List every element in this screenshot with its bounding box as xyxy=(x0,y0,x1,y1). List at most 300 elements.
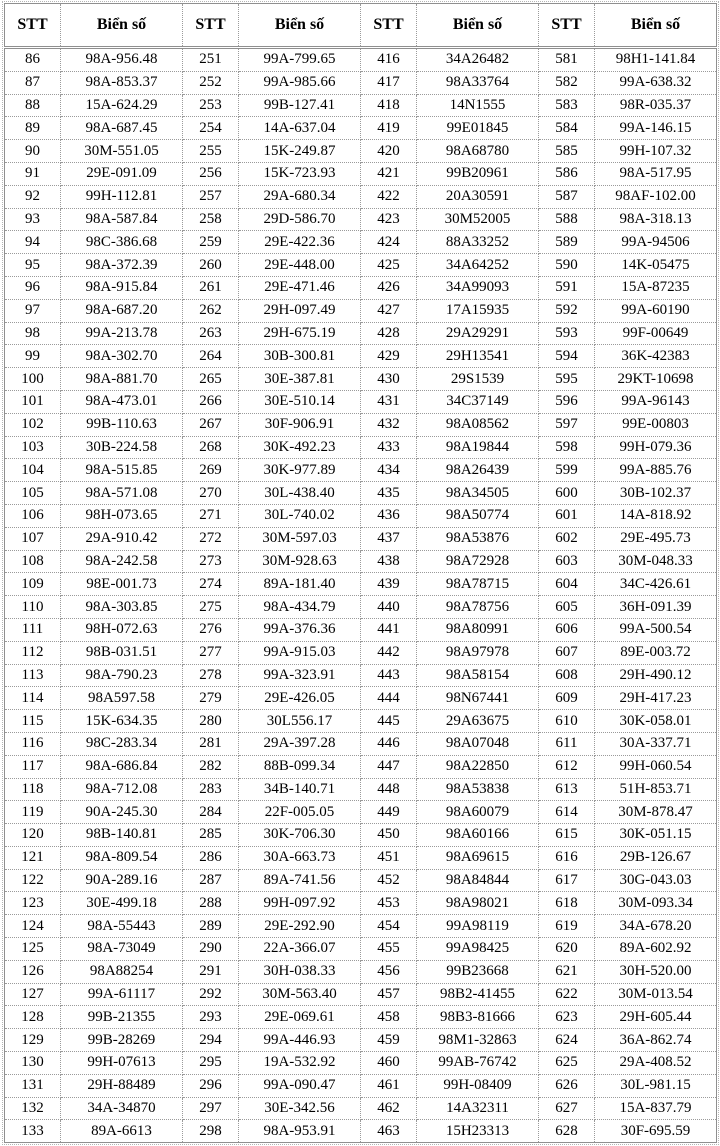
plate-cell: 89A-6613 xyxy=(61,1120,183,1143)
stt-cell: 103 xyxy=(5,436,61,459)
stt-cell: 93 xyxy=(5,208,61,231)
plate-cell: 29H-605.44 xyxy=(595,1006,717,1029)
stt-cell: 267 xyxy=(183,413,239,436)
stt-cell: 615 xyxy=(539,824,595,847)
stt-cell: 295 xyxy=(183,1052,239,1075)
stt-cell: 431 xyxy=(361,390,417,413)
plate-cell: 89A-741.56 xyxy=(239,869,361,892)
stt-cell: 264 xyxy=(183,345,239,368)
stt-cell: 595 xyxy=(539,368,595,391)
plate-cell: 99E01845 xyxy=(417,117,539,140)
plate-cell: 99A-61117 xyxy=(61,983,183,1006)
table-row xyxy=(5,527,717,550)
table-row xyxy=(5,641,717,664)
plate-cell: 98H-072.63 xyxy=(61,618,183,641)
stt-cell: 625 xyxy=(539,1052,595,1075)
stt-cell: 419 xyxy=(361,117,417,140)
plate-cell: 98A-302.70 xyxy=(61,345,183,368)
table-row xyxy=(5,322,717,345)
stt-cell: 420 xyxy=(361,140,417,163)
plate-cell: 99A-915.03 xyxy=(239,641,361,664)
table-row xyxy=(5,710,717,733)
plate-cell: 99A-94506 xyxy=(595,231,717,254)
stt-cell: 286 xyxy=(183,846,239,869)
plate-cell: 89A-181.40 xyxy=(239,573,361,596)
table-row xyxy=(5,824,717,847)
plate-cell: 98A-953.91 xyxy=(239,1120,361,1143)
plate-cell: 99A-638.32 xyxy=(595,71,717,94)
header-stt-1: STT xyxy=(5,4,61,48)
plate-cell: 29E-426.05 xyxy=(239,687,361,710)
plate-cell: 99H-08409 xyxy=(417,1074,539,1097)
stt-cell: 444 xyxy=(361,687,417,710)
plate-cell: 34A-34870 xyxy=(61,1097,183,1120)
header-plate-3: Biển số xyxy=(417,4,539,48)
plate-cell: 99H-097.92 xyxy=(239,892,361,915)
plate-cell: 99H-060.54 xyxy=(595,755,717,778)
stt-cell: 452 xyxy=(361,869,417,892)
stt-cell: 278 xyxy=(183,664,239,687)
plate-cell: 98A26439 xyxy=(417,459,539,482)
header-stt-2: STT xyxy=(183,4,239,48)
table-row xyxy=(5,846,717,869)
stt-cell: 582 xyxy=(539,71,595,94)
plate-cell: 36K-42383 xyxy=(595,345,717,368)
plate-cell: 99E-00803 xyxy=(595,413,717,436)
stt-cell: 587 xyxy=(539,185,595,208)
table-row xyxy=(5,390,717,413)
table-row xyxy=(5,1052,717,1075)
plate-cell: 30M-013.54 xyxy=(595,983,717,1006)
plate-cell: 98A98021 xyxy=(417,892,539,915)
stt-cell: 262 xyxy=(183,299,239,322)
plate-cell: 29E-292.90 xyxy=(239,915,361,938)
stt-cell: 268 xyxy=(183,436,239,459)
stt-cell: 274 xyxy=(183,573,239,596)
plate-cell: 17A15935 xyxy=(417,299,539,322)
plate-cell: 36H-091.39 xyxy=(595,596,717,619)
plate-cell: 36A-862.74 xyxy=(595,1029,717,1052)
stt-cell: 91 xyxy=(5,162,61,185)
plate-cell: 99AB-76742 xyxy=(417,1052,539,1075)
stt-cell: 260 xyxy=(183,254,239,277)
plate-cell: 98A53876 xyxy=(417,527,539,550)
header-row xyxy=(5,4,717,48)
plate-cell: 30B-300.81 xyxy=(239,345,361,368)
plate-cell: 98A88254 xyxy=(61,960,183,983)
plate-cell: 30B-102.37 xyxy=(595,482,717,505)
plate-cell: 98A-303.85 xyxy=(61,596,183,619)
stt-cell: 592 xyxy=(539,299,595,322)
header-stt-3: STT xyxy=(361,4,417,48)
plate-cell: 29D-586.70 xyxy=(239,208,361,231)
stt-cell: 454 xyxy=(361,915,417,938)
stt-cell: 285 xyxy=(183,824,239,847)
plate-cell: 30M-048.33 xyxy=(595,550,717,573)
plate-cell: 99B-28269 xyxy=(61,1029,183,1052)
stt-cell: 433 xyxy=(361,436,417,459)
stt-cell: 292 xyxy=(183,983,239,1006)
stt-cell: 463 xyxy=(361,1120,417,1143)
table-row xyxy=(5,938,717,961)
stt-cell: 92 xyxy=(5,185,61,208)
plate-cell: 98M1-32863 xyxy=(417,1029,539,1052)
stt-cell: 287 xyxy=(183,869,239,892)
plate-cell: 90A-245.30 xyxy=(61,801,183,824)
stt-cell: 603 xyxy=(539,550,595,573)
stt-cell: 445 xyxy=(361,710,417,733)
stt-cell: 101 xyxy=(5,390,61,413)
plate-cell: 98A08562 xyxy=(417,413,539,436)
plate-cell: 98C-386.68 xyxy=(61,231,183,254)
plate-cell: 30K-492.23 xyxy=(239,436,361,459)
plate-cell: 98A84844 xyxy=(417,869,539,892)
stt-cell: 294 xyxy=(183,1029,239,1052)
plate-cell: 99A-60190 xyxy=(595,299,717,322)
stt-cell: 86 xyxy=(5,48,61,72)
table-row xyxy=(5,573,717,596)
stt-cell: 112 xyxy=(5,641,61,664)
table-row xyxy=(5,869,717,892)
table-row xyxy=(5,208,717,231)
plate-cell: 98A97978 xyxy=(417,641,539,664)
stt-cell: 265 xyxy=(183,368,239,391)
plate-cell: 30M-928.63 xyxy=(239,550,361,573)
plate-cell: 29B-126.67 xyxy=(595,846,717,869)
stt-cell: 427 xyxy=(361,299,417,322)
table-row xyxy=(5,983,717,1006)
plate-cell: 98A-587.84 xyxy=(61,208,183,231)
table-row xyxy=(5,1029,717,1052)
stt-cell: 598 xyxy=(539,436,595,459)
stt-cell: 605 xyxy=(539,596,595,619)
plate-cell: 15A-837.79 xyxy=(595,1097,717,1120)
stt-cell: 596 xyxy=(539,390,595,413)
stt-cell: 458 xyxy=(361,1006,417,1029)
plate-cell: 98A-790.23 xyxy=(61,664,183,687)
stt-cell: 254 xyxy=(183,117,239,140)
plate-cell: 88B-099.34 xyxy=(239,755,361,778)
stt-cell: 279 xyxy=(183,687,239,710)
plate-cell: 99B-127.41 xyxy=(239,94,361,117)
stt-cell: 290 xyxy=(183,938,239,961)
plate-cell: 98A-318.13 xyxy=(595,208,717,231)
plate-cell: 99A-799.65 xyxy=(239,48,361,72)
plate-cell: 15K-249.87 xyxy=(239,140,361,163)
plate-cell: 98A60079 xyxy=(417,801,539,824)
plate-cell: 90A-289.16 xyxy=(61,869,183,892)
stt-cell: 97 xyxy=(5,299,61,322)
stt-cell: 129 xyxy=(5,1029,61,1052)
plate-cell: 99A-885.76 xyxy=(595,459,717,482)
stt-cell: 437 xyxy=(361,527,417,550)
stt-cell: 255 xyxy=(183,140,239,163)
plate-cell: 29H13541 xyxy=(417,345,539,368)
stt-cell: 626 xyxy=(539,1074,595,1097)
stt-cell: 283 xyxy=(183,778,239,801)
stt-cell: 293 xyxy=(183,1006,239,1029)
plate-cell: 14N1555 xyxy=(417,94,539,117)
stt-cell: 266 xyxy=(183,390,239,413)
plate-cell: 98A-73049 xyxy=(61,938,183,961)
stt-cell: 616 xyxy=(539,846,595,869)
plate-cell: 98A597.58 xyxy=(61,687,183,710)
stt-cell: 624 xyxy=(539,1029,595,1052)
stt-cell: 127 xyxy=(5,983,61,1006)
stt-cell: 257 xyxy=(183,185,239,208)
table-row xyxy=(5,117,717,140)
plate-cell: 98A-571.08 xyxy=(61,482,183,505)
stt-cell: 284 xyxy=(183,801,239,824)
plate-cell: 98A-434.79 xyxy=(239,596,361,619)
table-row xyxy=(5,892,717,915)
table-row xyxy=(5,345,717,368)
plate-cell: 29E-069.61 xyxy=(239,1006,361,1029)
stt-cell: 597 xyxy=(539,413,595,436)
plate-cell: 98B-140.81 xyxy=(61,824,183,847)
stt-cell: 269 xyxy=(183,459,239,482)
stt-cell: 608 xyxy=(539,664,595,687)
plate-cell: 30M-551.05 xyxy=(61,140,183,163)
plate-cell: 30A-663.73 xyxy=(239,846,361,869)
stt-cell: 253 xyxy=(183,94,239,117)
stt-cell: 589 xyxy=(539,231,595,254)
stt-cell: 251 xyxy=(183,48,239,72)
table-row xyxy=(5,436,717,459)
plate-cell: 30H-520.00 xyxy=(595,960,717,983)
stt-cell: 132 xyxy=(5,1097,61,1120)
plate-cell: 99B-21355 xyxy=(61,1006,183,1029)
stt-cell: 90 xyxy=(5,140,61,163)
plate-cell: 22A-366.07 xyxy=(239,938,361,961)
stt-cell: 440 xyxy=(361,596,417,619)
stt-cell: 604 xyxy=(539,573,595,596)
stt-cell: 296 xyxy=(183,1074,239,1097)
stt-cell: 601 xyxy=(539,504,595,527)
plate-cell: 98A-686.84 xyxy=(61,755,183,778)
stt-cell: 614 xyxy=(539,801,595,824)
plate-cell: 99A-446.93 xyxy=(239,1029,361,1052)
plate-cell: 30E-342.56 xyxy=(239,1097,361,1120)
plate-cell: 14A32311 xyxy=(417,1097,539,1120)
plate-cell: 98A68780 xyxy=(417,140,539,163)
stt-cell: 126 xyxy=(5,960,61,983)
plate-cell: 29A29291 xyxy=(417,322,539,345)
stt-cell: 619 xyxy=(539,915,595,938)
stt-cell: 628 xyxy=(539,1120,595,1143)
stt-cell: 106 xyxy=(5,504,61,527)
stt-cell: 115 xyxy=(5,710,61,733)
plate-cell: 15A-624.29 xyxy=(61,94,183,117)
stt-cell: 421 xyxy=(361,162,417,185)
plate-cell: 30F-906.91 xyxy=(239,413,361,436)
plate-cell: 29E-495.73 xyxy=(595,527,717,550)
table-row xyxy=(5,299,717,322)
plate-cell: 14K-05475 xyxy=(595,254,717,277)
stt-cell: 432 xyxy=(361,413,417,436)
stt-cell: 425 xyxy=(361,254,417,277)
stt-cell: 585 xyxy=(539,140,595,163)
table-row xyxy=(5,231,717,254)
stt-cell: 607 xyxy=(539,641,595,664)
plate-cell: 98A50774 xyxy=(417,504,539,527)
stt-cell: 618 xyxy=(539,892,595,915)
plate-cell: 34C37149 xyxy=(417,390,539,413)
stt-cell: 434 xyxy=(361,459,417,482)
plate-cell: 29E-091.09 xyxy=(61,162,183,185)
stt-cell: 600 xyxy=(539,482,595,505)
stt-cell: 428 xyxy=(361,322,417,345)
stt-cell: 450 xyxy=(361,824,417,847)
table-row xyxy=(5,755,717,778)
stt-cell: 417 xyxy=(361,71,417,94)
plate-cell: 98B3-81666 xyxy=(417,1006,539,1029)
stt-cell: 443 xyxy=(361,664,417,687)
plate-cell: 98B2-41455 xyxy=(417,983,539,1006)
stt-cell: 593 xyxy=(539,322,595,345)
plate-cell: 29A63675 xyxy=(417,710,539,733)
plate-cell: 99A-090.47 xyxy=(239,1074,361,1097)
stt-cell: 128 xyxy=(5,1006,61,1029)
plate-cell: 51H-853.71 xyxy=(595,778,717,801)
stt-cell: 627 xyxy=(539,1097,595,1120)
plate-cell: 98A22850 xyxy=(417,755,539,778)
plate-cell: 99H-107.32 xyxy=(595,140,717,163)
plate-cell: 29A-910.42 xyxy=(61,527,183,550)
stt-cell: 110 xyxy=(5,596,61,619)
plate-cell: 29A-408.52 xyxy=(595,1052,717,1075)
stt-cell: 436 xyxy=(361,504,417,527)
stt-cell: 441 xyxy=(361,618,417,641)
plate-cell: 98E-001.73 xyxy=(61,573,183,596)
stt-cell: 95 xyxy=(5,254,61,277)
plate-cell: 99A-500.54 xyxy=(595,618,717,641)
plate-cell: 29S1539 xyxy=(417,368,539,391)
plate-cell: 98A-809.54 xyxy=(61,846,183,869)
stt-cell: 447 xyxy=(361,755,417,778)
table-header xyxy=(5,4,717,48)
stt-cell: 88 xyxy=(5,94,61,117)
stt-cell: 455 xyxy=(361,938,417,961)
plate-cell: 98A-687.20 xyxy=(61,299,183,322)
stt-cell: 602 xyxy=(539,527,595,550)
plate-cell: 30L-981.15 xyxy=(595,1074,717,1097)
plate-cell: 98A-915.84 xyxy=(61,276,183,299)
table-row xyxy=(5,140,717,163)
plate-cell: 29H-417.23 xyxy=(595,687,717,710)
stt-cell: 424 xyxy=(361,231,417,254)
plate-cell: 34A99093 xyxy=(417,276,539,299)
stt-cell: 120 xyxy=(5,824,61,847)
stt-cell: 438 xyxy=(361,550,417,573)
stt-cell: 263 xyxy=(183,322,239,345)
plate-cell: 99A-376.36 xyxy=(239,618,361,641)
plate-cell: 98A58154 xyxy=(417,664,539,687)
stt-cell: 116 xyxy=(5,732,61,755)
stt-cell: 113 xyxy=(5,664,61,687)
stt-cell: 87 xyxy=(5,71,61,94)
stt-cell: 423 xyxy=(361,208,417,231)
table-row xyxy=(5,778,717,801)
stt-cell: 277 xyxy=(183,641,239,664)
stt-cell: 289 xyxy=(183,915,239,938)
stt-cell: 270 xyxy=(183,482,239,505)
stt-cell: 108 xyxy=(5,550,61,573)
stt-cell: 430 xyxy=(361,368,417,391)
table-row xyxy=(5,618,717,641)
plate-cell: 98A-515.85 xyxy=(61,459,183,482)
stt-cell: 273 xyxy=(183,550,239,573)
stt-cell: 99 xyxy=(5,345,61,368)
header-stt-4: STT xyxy=(539,4,595,48)
stt-cell: 259 xyxy=(183,231,239,254)
plate-cell: 30M-878.47 xyxy=(595,801,717,824)
stt-cell: 107 xyxy=(5,527,61,550)
stt-cell: 451 xyxy=(361,846,417,869)
stt-cell: 131 xyxy=(5,1074,61,1097)
plate-cell: 98A-853.37 xyxy=(61,71,183,94)
plate-cell: 30A-337.71 xyxy=(595,732,717,755)
plate-cell: 15H23313 xyxy=(417,1120,539,1143)
plate-cell: 98A-242.58 xyxy=(61,550,183,573)
table-row xyxy=(5,1097,717,1120)
stt-cell: 623 xyxy=(539,1006,595,1029)
plate-cell: 30E-499.18 xyxy=(61,892,183,915)
stt-cell: 599 xyxy=(539,459,595,482)
stt-cell: 256 xyxy=(183,162,239,185)
stt-cell: 258 xyxy=(183,208,239,231)
stt-cell: 446 xyxy=(361,732,417,755)
plate-cell: 30L-438.40 xyxy=(239,482,361,505)
plate-cell: 98A78715 xyxy=(417,573,539,596)
stt-cell: 584 xyxy=(539,117,595,140)
stt-cell: 102 xyxy=(5,413,61,436)
stt-cell: 114 xyxy=(5,687,61,710)
table-row xyxy=(5,1074,717,1097)
plate-cell: 99A-213.78 xyxy=(61,322,183,345)
plate-cell: 30K-051.15 xyxy=(595,824,717,847)
plate-cell: 99A-96143 xyxy=(595,390,717,413)
plate-cell: 98A-956.48 xyxy=(61,48,183,72)
stt-cell: 272 xyxy=(183,527,239,550)
stt-cell: 453 xyxy=(361,892,417,915)
header-plate-2: Biển số xyxy=(239,4,361,48)
plate-cell: 29H-675.19 xyxy=(239,322,361,345)
plate-cell: 98A69615 xyxy=(417,846,539,869)
stt-cell: 449 xyxy=(361,801,417,824)
stt-cell: 583 xyxy=(539,94,595,117)
stt-cell: 119 xyxy=(5,801,61,824)
plate-cell: 99H-112.81 xyxy=(61,185,183,208)
table-row xyxy=(5,596,717,619)
plate-cell: 99B20961 xyxy=(417,162,539,185)
stt-cell: 617 xyxy=(539,869,595,892)
plate-cell: 29H-490.12 xyxy=(595,664,717,687)
plate-cell: 30L556.17 xyxy=(239,710,361,733)
plate-cell: 99A98425 xyxy=(417,938,539,961)
stt-cell: 612 xyxy=(539,755,595,778)
stt-cell: 613 xyxy=(539,778,595,801)
table-row xyxy=(5,254,717,277)
plate-cell: 98A53838 xyxy=(417,778,539,801)
stt-cell: 609 xyxy=(539,687,595,710)
plate-cell: 30K-058.01 xyxy=(595,710,717,733)
plate-cell: 99F-00649 xyxy=(595,322,717,345)
plate-cell: 29A-397.28 xyxy=(239,732,361,755)
plate-cell: 19A-532.92 xyxy=(239,1052,361,1075)
plate-cell: 30H-038.33 xyxy=(239,960,361,983)
table-row xyxy=(5,94,717,117)
